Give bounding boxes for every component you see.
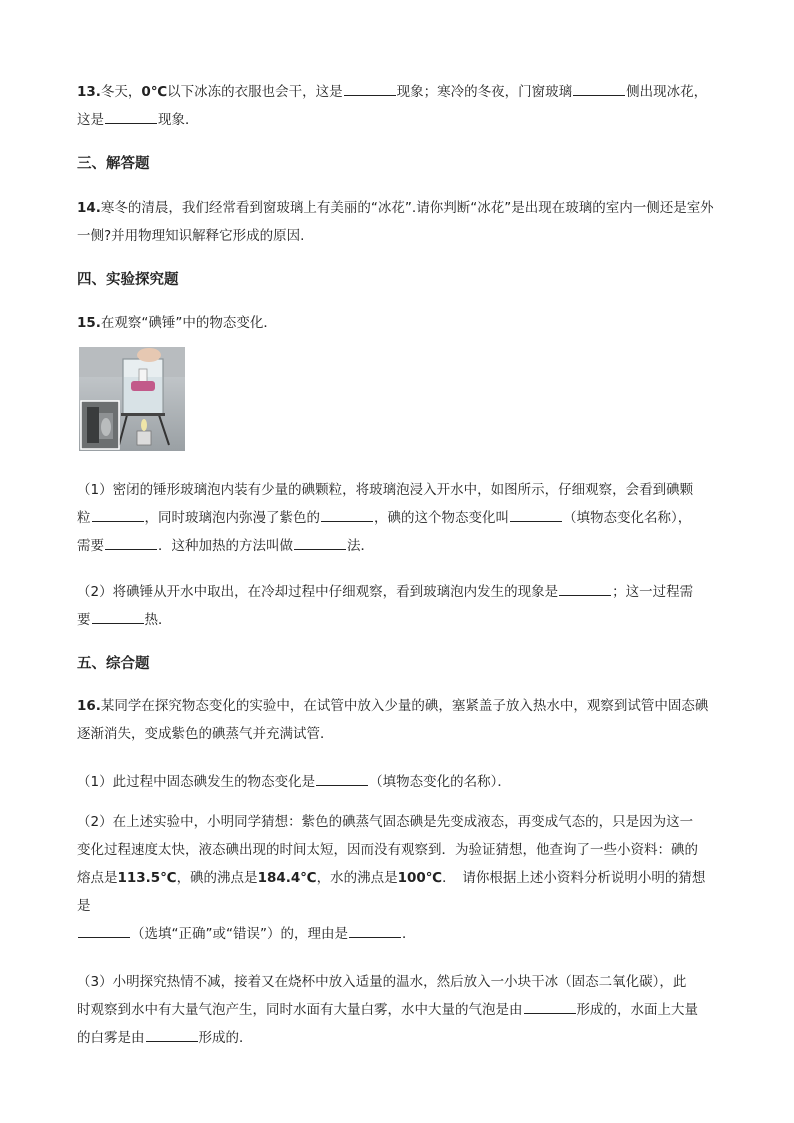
question-16-part-1: （1）此过程中固态碘发生的物态变化是 （填物态变化的名称）． <box>77 774 511 790</box>
question-15-part-2: （2）将碘锤从开水中取出，在冷却过程中仔细观察，看到玻璃泡内发生的现象是 ；这一过程需 要 热． <box>77 584 694 628</box>
question-15-stem: 15.在观察“碘锤”中的物态变化． <box>77 315 277 331</box>
answer-blank[interactable] <box>510 520 562 522</box>
answer-blank[interactable] <box>294 548 346 550</box>
answer-blank[interactable] <box>105 122 157 124</box>
answer-blank[interactable] <box>524 1012 576 1014</box>
answer-blank[interactable] <box>92 622 144 624</box>
answer-blank[interactable] <box>146 1040 198 1042</box>
iodine-hammer-photo <box>79 347 185 451</box>
answer-blank[interactable] <box>316 784 368 786</box>
answer-blank[interactable] <box>349 936 401 938</box>
question-16-stem: 16.某同学在探究物态变化的实验中，在试管中放入少量的碘，塞紧盖子放入热水中，观察到试管中固态碘 逐渐消失，变成紫色的碘蒸气并充满试管． <box>77 698 709 742</box>
answer-blank[interactable] <box>559 594 611 596</box>
question-13: 13.冬天，0℃以下冰冻的衣服也会干，这是 现象；寒冷的冬夜，门窗玻璃 侧出现冰花， 这是 现象． <box>77 84 708 128</box>
question-15-part-1: （1）密闭的锤形玻璃泡内装有少量的碘颗粒，将玻璃泡浸入开水中，如图所示，仔细观察，会看到碘颗 粒 ，同时玻璃泡内弥漫了紫色的 ，碘的这个物态变化叫 （填物态变化名称）， 需要 ．这种加热的方法叫做 法． <box>77 482 694 554</box>
answer-blank[interactable] <box>92 520 144 522</box>
section-heading-answer: 三、解答题 <box>77 156 150 172</box>
answer-blank[interactable] <box>573 94 625 96</box>
answer-blank[interactable] <box>78 936 130 938</box>
question-16-part-3: （3）小明探究热情不减，接着又在烧杯中放入适量的温水，然后放入一小块干冰（固态二氧化碳），此 时观察到水中有大量气泡产生，同时水面有大量白雾，水中大量的气泡是由 形成的，水面上大量 的白雾是由 形成的． <box>77 974 698 1046</box>
section-heading-comprehensive: 五、综合题 <box>77 656 150 672</box>
answer-blank[interactable] <box>321 520 373 522</box>
answer-blank[interactable] <box>344 94 396 96</box>
section-heading-experiment: 四、实验探究题 <box>77 272 179 288</box>
question-16-part-2: （2）在上述实验中，小明同学猜想：紫色的碘蒸气固态碘是先变成液态，再变成气态的，只是因为这一 变化过程速度太快，液态碘出现的时间太短，因而没有观察到．为验证猜想，他查询了一些小资料：碘的 熔点是113.5℃，碘的沸点是184.4℃，水的沸点是100℃． 请你根据上述小资料分析说明小明的猜想是 （选填“正确”或“错误”）的，理由是 ． <box>77 814 706 942</box>
question-14: 14.寒冬的清晨，我们经常看到窗玻璃上有美丽的“冰花”.请你判断“冰花”是出现在玻璃的室内一侧还是室外一侧?并用物理知识解释它形成的原因. <box>77 200 714 244</box>
answer-blank[interactable] <box>105 548 157 550</box>
